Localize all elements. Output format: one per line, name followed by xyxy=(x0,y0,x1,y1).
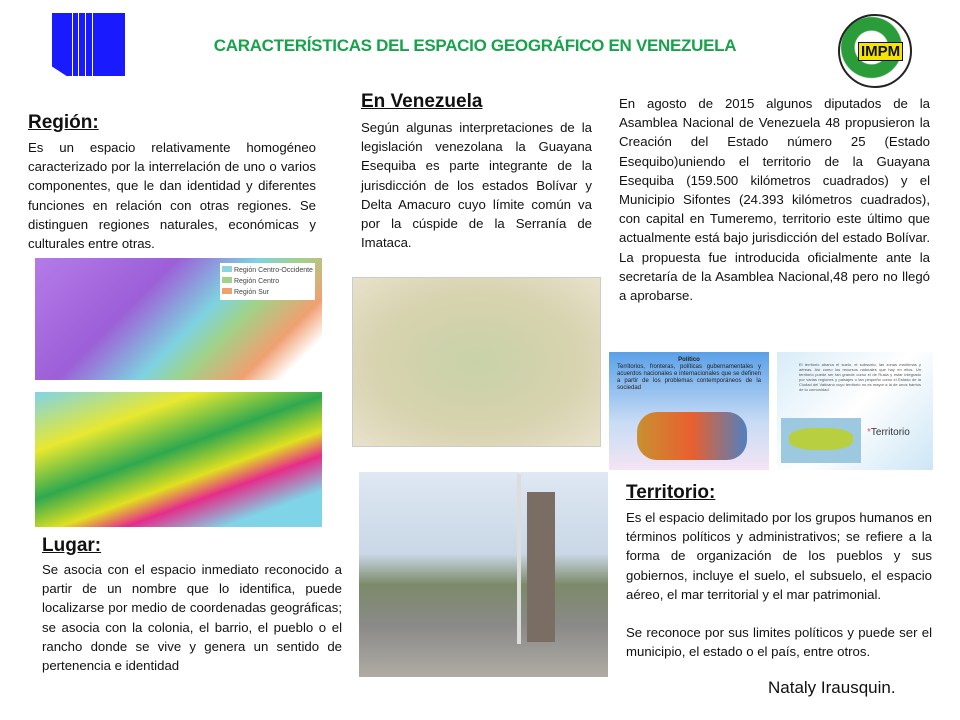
esequibo-text: En agosto de 2015 algunos diputados de la Asamblea Nacional de Venezuela 48 propusieron la Creación del Estado número 25 (Estado Esequibo)uniendo el territorio de la Guayana Esequiba (159.500 kilómetros cuadrados) y el Municipio Sifontes (24.393 kilómetros cuadrados), con capital en Tumeremo, territorio este último que actualmente está bajo jurisdicción del estado Bolívar. La propuesta fue introducida oficialmente ante la secretaría de la Asamblea Nacional,48 pero no llegó a aprobarse. xyxy=(619,96,930,304)
map-legend: Región Centro-Occidente Región Centro Región Sur xyxy=(220,263,315,300)
territorio-text-2: Se reconoce por sus limites políticos y puede ser el municipio, el estado o el país, entre otros. xyxy=(626,625,932,660)
handshake-illustration xyxy=(637,412,747,460)
mexico-regions-map xyxy=(35,258,322,380)
clock-tower-photo xyxy=(359,472,608,677)
region-heading: Región: xyxy=(28,112,99,133)
lugar-text: Se asocia con el espacio inmediato reconocido a partir de un nombre que lo identifica, puede localizarse por medio de coordenadas geográficas; se asocia con la colonia, el barrio, el pueblo o el rancho donde se vive y genera un sentido de pertenencia e identidad xyxy=(42,562,342,674)
logo-text: IMPM xyxy=(858,42,903,61)
lugar-heading: Lugar: xyxy=(42,535,102,556)
territorio-card-text: El territorio abarca el suelo, el subsuelo, las zonas marítimas y aéreas. Así como los recursos naturales que hay en ellos. Un territorio puede ser tan grande como el de Rusia y estar integrado por varias regiones y paisajes o tan pequeño como el Estado de la Ciudad del Vaticano cuyo territorio no es mayor a la de unos barrios de tu comunidad. xyxy=(799,362,921,392)
venezuela-text: Según algunas interpretaciones de la legislación venezolana la Guayana Esequiba es parte integrante de la jurisdicción de los estados Bolívar y Delta Amacuro cuyo límite común va por la cúspide de la Serranía de Imataca. xyxy=(361,120,592,251)
territorio-card-image xyxy=(777,352,933,470)
impm-logo xyxy=(838,14,912,88)
politico-card-text: Territorios, fronteras, políticas gubernamentales y acuerdos nacionales e internacionales que se definen a partir de los problemas contemporáneos de la sociedad xyxy=(617,364,761,391)
politico-card-title: Político xyxy=(678,357,700,363)
russia-map xyxy=(781,418,861,463)
clock-tower xyxy=(527,492,555,642)
region-text: Es un espacio relativamente homogéneo caracterizado por la interrelación de uno o varios componentes, que le dan identidad y diferentes funciones en relación con otras regiones. Se distinguen regiones naturales, económicas y culturales entre otras. xyxy=(28,140,316,252)
territorio-text-1: Es el espacio delimitado por los grupos humanos en términos políticos y administrativos; se refiere a la forma de organización de los pueblos y sus gobiernos, incluye el suelo, el subsuelo, el espacio aéreo, el mar territorial y el mar patrimonial. xyxy=(626,510,932,602)
author-signature: Nataly Irausquin. xyxy=(768,678,896,697)
flagpole xyxy=(517,474,521,644)
territorio-card-label: *Territorio xyxy=(867,427,910,438)
politico-card-image xyxy=(609,352,769,470)
mexico-climate-map xyxy=(35,392,322,527)
page-title: CARACTERÍSTICAS DEL ESPACIO GEOGRÁFICO EN VENEZUELA xyxy=(213,36,737,55)
territorio-heading: Territorio: xyxy=(626,482,716,503)
institution-logo-left xyxy=(52,13,125,76)
guayana-esequiba-historic-map xyxy=(352,277,601,447)
venezuela-heading: En Venezuela xyxy=(361,91,483,112)
